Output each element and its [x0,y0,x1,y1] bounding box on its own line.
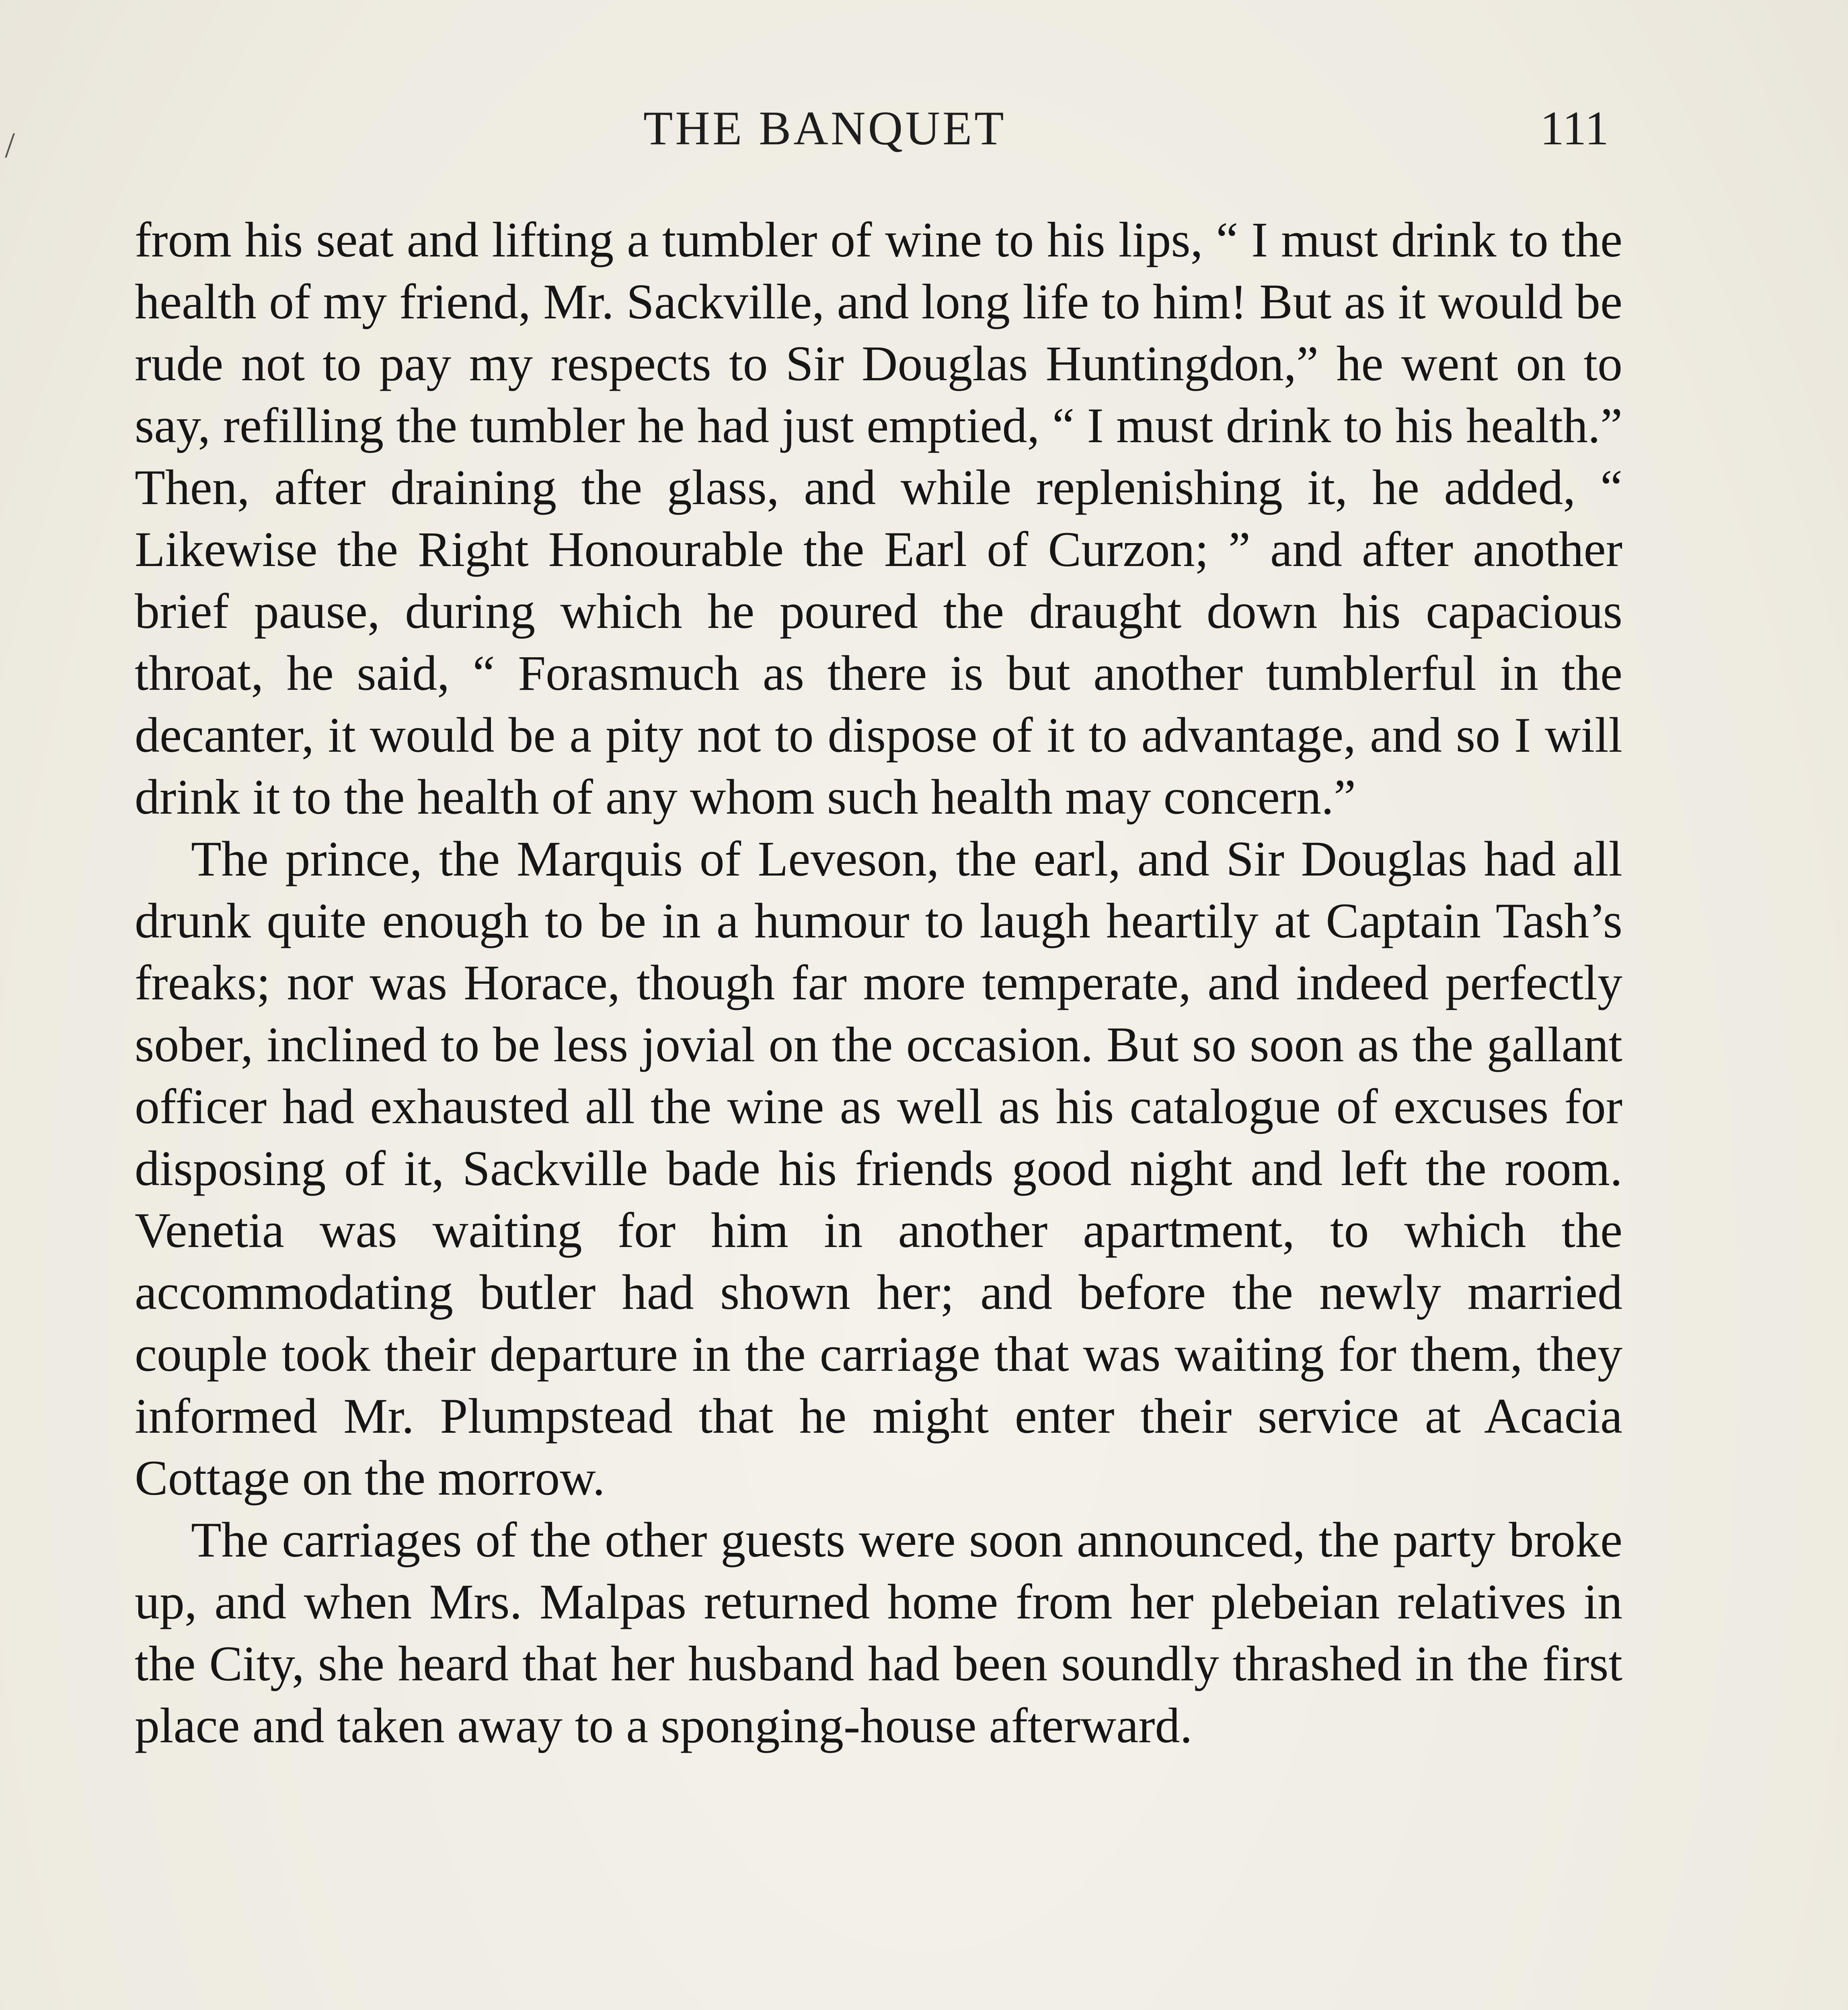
paragraph: The carriages of the other guests were soon announced, the party broke up, and when Mrs. Malpas returned home from her plebeian relatives in the City, she heard that her husband had been soundly thrashed in the first place and taken away to a sponging-house afterward. [135,1512,1622,1753]
paragraph: The prince, the Marquis of Leveson, the earl, and Sir Douglas had all drunk quite enough to be in a humour to laugh heartily at Captain Tash’s freaks; nor was Horace, though far more temperate, and indeed perfectly sober, inclined to be less jovial on the occasion. But so soon as the gallant officer had exhausted all the wine as well as his catalogue of excuses for disposing of it, Sackville bade his friends good night and left the room. Venetia was waiting for him in another apartment, to which the accommodating butler had shown her; and before the newly married couple took their departure in the carriage that was waiting for them, they informed Mr. Plumpstead that he might enter their service at Acacia Cottage on the morrow. [135,831,1622,1505]
page-number: 111 [1540,101,1609,155]
paragraph-continued: from his seat and lifting a tumbler of wine to his lips, “ I must drink to the health of my friend, Mr. Sackville, and long life to him! But as it would be rude not to pay my respects to Sir Douglas Huntingdon,” he went on to say, refilling the tumbler he had just emptied, “ I must drink to his health.” Then, after draining the glass, and while replenishing it, he added, “ Likewise the Right Honourable the Earl of Curzon; ” and after another brief pause, during which he poured the draught down his capacious throat, he said, “ Forasmuch as there is but another tumblerful in the decanter, it would be a pity not to dispose of it to advantage, and so I will drink it to the health of any whom such health may concern.” [135,212,1622,825]
body-text [135,209,1622,1757]
page-header [0,100,1848,165]
margin-mark: / [5,125,15,165]
running-head: THE BANQUET [643,101,1006,155]
